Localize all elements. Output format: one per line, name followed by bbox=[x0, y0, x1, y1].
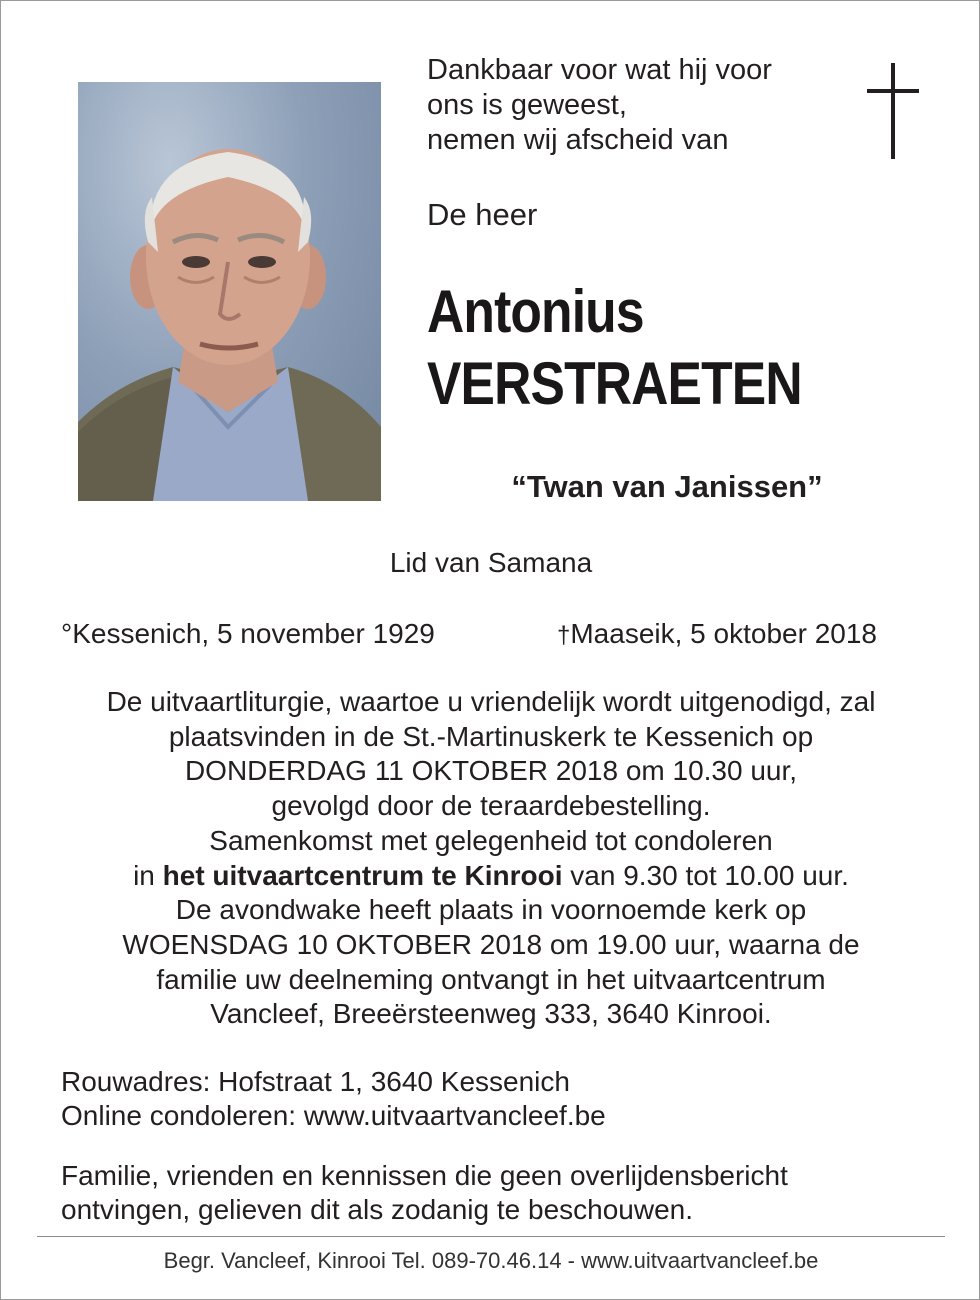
ceremony-line-suffix: van 9.30 tot 10.00 uur. bbox=[562, 859, 849, 891]
funeral-center-name: het uitvaartcentrum te Kinrooi bbox=[162, 859, 563, 891]
birth-info bbox=[61, 615, 435, 653]
ceremony-line: DONDERDAG 11 OKTOBER 2018 om 10.30 uur, bbox=[184, 755, 798, 787]
deceased-first-name: Antonius bbox=[427, 278, 644, 345]
ceremony-line: WOENSDAG 10 OKTOBER 2018 om 19.00 uur, waarna de bbox=[122, 928, 860, 960]
portrait-illustration bbox=[78, 82, 381, 501]
ceremony-line: plaatsvinden in de St.-Martinuskerk te Kessenich op bbox=[168, 720, 814, 752]
birth-place-date: Kessenich, 5 november 1929 bbox=[72, 618, 435, 649]
notice-block bbox=[61, 1159, 941, 1227]
membership: Lid van Samana bbox=[389, 547, 593, 578]
footer-divider bbox=[37, 1236, 945, 1237]
ceremony-line-prefix: in bbox=[133, 859, 163, 891]
address-block bbox=[61, 1065, 606, 1133]
death-cross-icon: † bbox=[557, 622, 571, 649]
deceased-last-name: VERSTRAETEN bbox=[427, 350, 802, 417]
ceremony-text bbox=[31, 685, 951, 1032]
ceremony-line: De avondwake heeft plaats in voornoemde kerk op bbox=[175, 894, 807, 926]
ceremony-line: De uitvaartliturgie, waartoe u vriendelijk wordt uitgenodigd, zal bbox=[106, 686, 876, 717]
ceremony-line bbox=[31, 859, 951, 894]
death-info bbox=[557, 615, 877, 655]
online-condolence: Online condoleren: www.uitvaartvancleef.be bbox=[61, 1100, 606, 1131]
cross-icon bbox=[863, 63, 923, 159]
notice-line: Familie, vrienden en kennissen die geen overlijdensbericht bbox=[61, 1160, 788, 1191]
intro-line-2: ons is geweest, bbox=[427, 89, 627, 121]
mourning-address: Rouwadres: Hofstraat 1, 3640 Kessenich bbox=[61, 1066, 570, 1097]
deceased-nickname: “Twan van Janissen” bbox=[511, 469, 823, 504]
intro-text bbox=[427, 53, 857, 158]
title-prefix: De heer bbox=[427, 197, 538, 232]
ceremony-line: Vancleef, Breeërsteenweg 333, 3640 Kinrooi. bbox=[210, 998, 772, 1030]
portrait-photo bbox=[78, 82, 381, 501]
death-place-date: Maaseik, 5 oktober 2018 bbox=[570, 618, 877, 649]
birth-symbol: ° bbox=[61, 618, 73, 649]
ceremony-line: familie uw deelneming ontvangt in het uitvaartcentrum bbox=[156, 963, 826, 995]
intro-line-1: Dankbaar voor wat hij voor bbox=[427, 54, 772, 86]
footer-credit: Begr. Vancleef, Kinrooi Tel. 089-70.46.14 - www.uitvaartvancleef.be bbox=[163, 1248, 819, 1273]
ceremony-line: gevolgd door de teraardebestelling. bbox=[271, 790, 711, 822]
intro-line-3: nemen wij afscheid van bbox=[427, 124, 729, 156]
notice-line: ontvingen, gelieven dit als zodanig te beschouwen. bbox=[61, 1194, 693, 1225]
ceremony-line: Samenkomst met gelegenheid tot condoleren bbox=[209, 824, 773, 856]
